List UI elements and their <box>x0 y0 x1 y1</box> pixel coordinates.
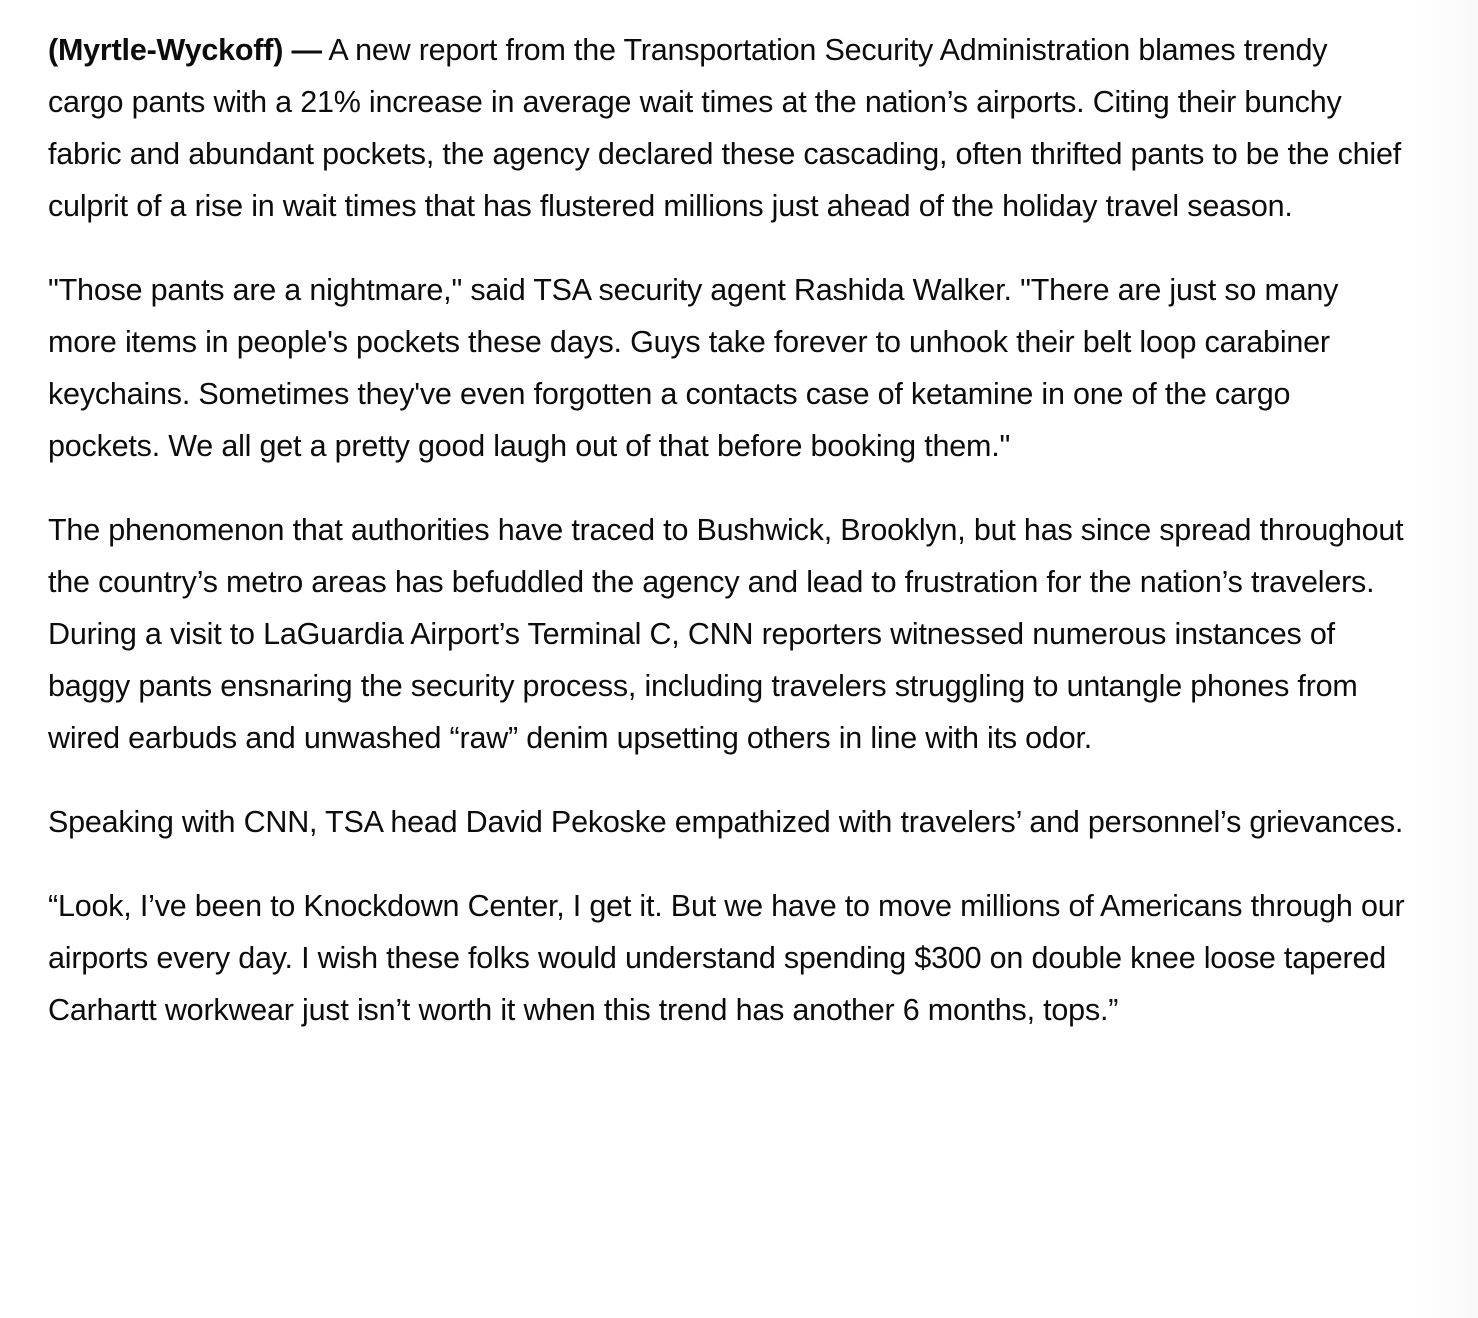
article-paragraph-3: The phenomenon that authorities have traced to Bushwick, Brooklyn, but has since spread throughout the country’s metro areas has befuddled the agency and lead to frustration for the nation’s travelers. During a visit to LaGuardia Airport’s Terminal C, CNN reporters witnessed numerous instances of baggy pants ensnaring the security process, including travelers struggling to untangle phones from wired earbuds and unwashed “raw” denim upsetting others in line with its odor. <box>48 513 1404 755</box>
article-paragraph-2: "Those pants are a nightmare," said TSA security agent Rashida Walker. "There are just so many more items in people's pockets these days. Guys take forever to unhook their belt loop carabiner keychains. Sometimes they've even forgotten a contacts case of ketamine in one of the cargo pockets. We all get a pretty good laugh out of that before booking them." <box>48 273 1339 463</box>
paragraph-1-text: A new report from the Transportation Security Administration blames trendy cargo pants with a 21% increase in average wait times at the nation’s airports. Citing their bunchy fabric and abundant pockets, the agency declared these cascading, often thrifted pants to be the chief culprit of a rise in wait times that has flustered millions just ahead of the holiday travel season. <box>48 33 1402 223</box>
page-edge-shade <box>1418 0 1478 1318</box>
article-paragraph-5: “Look, I’ve been to Knockdown Center, I get it. But we have to move millions of Americans through our airports every day. I wish these folks would understand spending $300 on double knee loose tapered Carhartt workwear just isn’t worth it when this trend has another 6 months, tops.” <box>48 889 1405 1027</box>
article-paragraph-4: Speaking with CNN, TSA head David Pekoske empathized with travelers’ and personnel’s grievances. <box>48 805 1404 839</box>
article-paragraph-1 <box>48 24 1408 232</box>
article-body <box>48 24 1408 1036</box>
dateline: (Myrtle-Wyckoff) — <box>48 33 322 67</box>
